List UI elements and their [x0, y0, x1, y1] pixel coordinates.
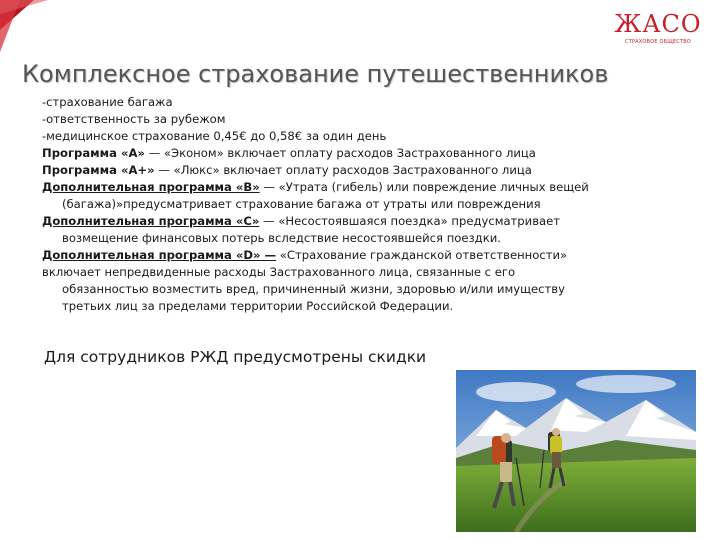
program-d-details-line3: третьих лиц за пределами территории Российской Федерации.	[62, 299, 454, 313]
program-a-plus	[42, 162, 682, 179]
item-baggage: -страхование багажа	[42, 95, 173, 109]
slide-body	[42, 94, 682, 315]
program-b-label: Дополнительная программа «В»	[42, 180, 260, 194]
program-a-label: Программа «А»	[42, 146, 145, 160]
program-d-details-line1: включает непредвиденные расходы Застрахованного лица, связанные с его	[42, 265, 516, 279]
program-a	[42, 145, 682, 162]
hikers-photo	[456, 370, 696, 532]
company-logo	[610, 10, 706, 46]
program-a-plus-text: — «Люкс» включает оплату расходов Застрахованного лица	[154, 163, 532, 177]
discount-note: Для сотрудников РЖД предусмотрены скидки	[44, 348, 427, 366]
program-d-line1: «Страхование гражданской ответственности»	[276, 248, 568, 262]
program-d-details	[42, 264, 682, 315]
logo-subtitle: СТРАХОВОЕ ОБЩЕСТВО	[625, 39, 691, 45]
item-liability: -ответственность за рубежом	[42, 112, 226, 126]
program-a-plus-label: Программа «А+»	[42, 163, 155, 177]
program-c	[42, 213, 682, 247]
program-d-label: Дополнительная программа «D» —	[42, 248, 277, 262]
slide-title: Комплексное страхование путешественников	[22, 60, 609, 88]
item-medical: -медицинское страхование 0,45€ до 0,58€ за один день	[42, 129, 387, 143]
program-b-line1: — «Утрата (гибель) или повреждение личных вещей	[259, 180, 589, 194]
program-c-line1: — «Несостоявшаяся поездка» предусматривает	[259, 214, 561, 228]
program-b-line2: (багажа)»предусматривает страхование багажа от утраты или повреждения	[62, 197, 541, 211]
program-d-details-line2: обязанностью возместить вред, причиненный жизни, здоровью и/или имуществу	[62, 282, 565, 296]
program-b	[42, 179, 682, 213]
logo-wordmark: ЖАСО	[614, 10, 702, 38]
program-c-label: Дополнительная программа «С»	[42, 214, 260, 228]
program-d	[42, 247, 682, 264]
program-c-line2: возмещение финансовых потерь вследствие несостоявшейся поездки.	[62, 231, 501, 245]
program-a-text: — «Эконом» включает оплату расходов Застрахованного лица	[144, 146, 536, 160]
